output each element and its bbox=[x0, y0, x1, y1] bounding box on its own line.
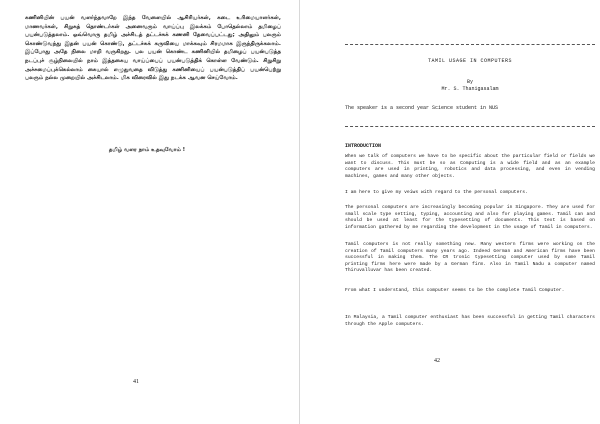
tamil-paragraph: கணினியின் பயன் வளர்ந்தவாறே இந்த வேளையில் ஆசிரியர்கள், கடை உரிமையாளர்கள், மாணவர்கள், சிறுசுத் தொண்டர்கள் அனைவரும் வாய்ப்பு இலக்கம் போதெல்லாம் தமிழைப் பயன்படுத்தலாம். ஒவ்வொரு தமிழ் அச்சிடத் தட்டச்சுக் கணனி தேவைப்பட்டது; அதிலும் பலரும் கொண்டுவந்து இதன் பயன் கொண்டு, தட்டச்சுக் கருவியை மாக்கவும் சிரமமாக இருந்திருக்கலாம். இப்போது அதே நிலை மாறி வருகிறது. பல பயன் கொண்ட கணினியில் தமிழைப் பயன்படுத்த நடப்புச் சூழ்நிலையில் நாம் இத்தகைய வாய்ப்பைப் பயன்படுத்திக் கொள்ள வேண்டும். சிறுசிறு அச்சமைப்புக்கெல்லாம் கையால் எழுதுவதை விடுத்து கணினியைப் பயன்படுத்திப் பயன்பெற்று பலரும் நல்ல முறையில் அச்சிடலாம். மிக விரைவில் இது நடக்க ஆவன செய்வோம். bbox=[25, 15, 281, 82]
article-title: TAMIL USAGE IN COMPUTERS bbox=[427, 58, 512, 64]
page-number-right: 42 bbox=[434, 358, 440, 364]
body-paragraph: When we talk of computers we have to be specific about the particular field or fields we want to discuss. This must be so as Computing is a wide field and as an example computers are used in printing, robotics and data processing, and even in vending machines, games and many other objects. bbox=[345, 154, 595, 179]
body-paragraph: From what I understand, this computer seems to be the complete Tamil Computer. bbox=[345, 288, 565, 293]
right-page bbox=[300, 0, 600, 424]
bottom-dashed-rule bbox=[345, 126, 595, 127]
body-paragraph: The personal computers are increasingly becoming popular in Singapore. They are used for small scale type setting, typing, accounting and also for playing games. Tamil can and should be used at least for the typesetting of documents. This text is based on information gathered by me regarding the development in the usage of Tamil in computers. bbox=[345, 205, 595, 230]
article-by-line: By bbox=[466, 79, 473, 85]
body-paragraph: Tamil computers is not really something new. Many western firms were working on the creation of Tamil computers many years ago. Indeed German and American firms have been successful in making them. The CR tronic typesetting computer used by some Tamil printing firms here were made by a German firm. Also in Tamil Nadu a computer named Thiruvalluvar has been created. bbox=[345, 242, 595, 274]
page-number-left: 41 bbox=[133, 379, 139, 385]
top-dashed-rule bbox=[345, 44, 595, 45]
article-author: Mr. S. Thanigasalam bbox=[441, 86, 499, 92]
body-paragraph: I am here to give my veiws with regard to the personal computers. bbox=[345, 190, 528, 195]
introduction-heading: INTRODUCTION bbox=[345, 143, 382, 149]
speaker-note: The speaker is a second year Science student in NUS bbox=[345, 105, 499, 111]
body-paragraph: In Malaysia, a Tamil computer enthusiast has been successful in getting Tamil characters through the Apple computers. bbox=[345, 315, 595, 327]
tamil-closing-line: தமிழ் வளர நாம் உதவுவோம் ! bbox=[108, 147, 186, 153]
